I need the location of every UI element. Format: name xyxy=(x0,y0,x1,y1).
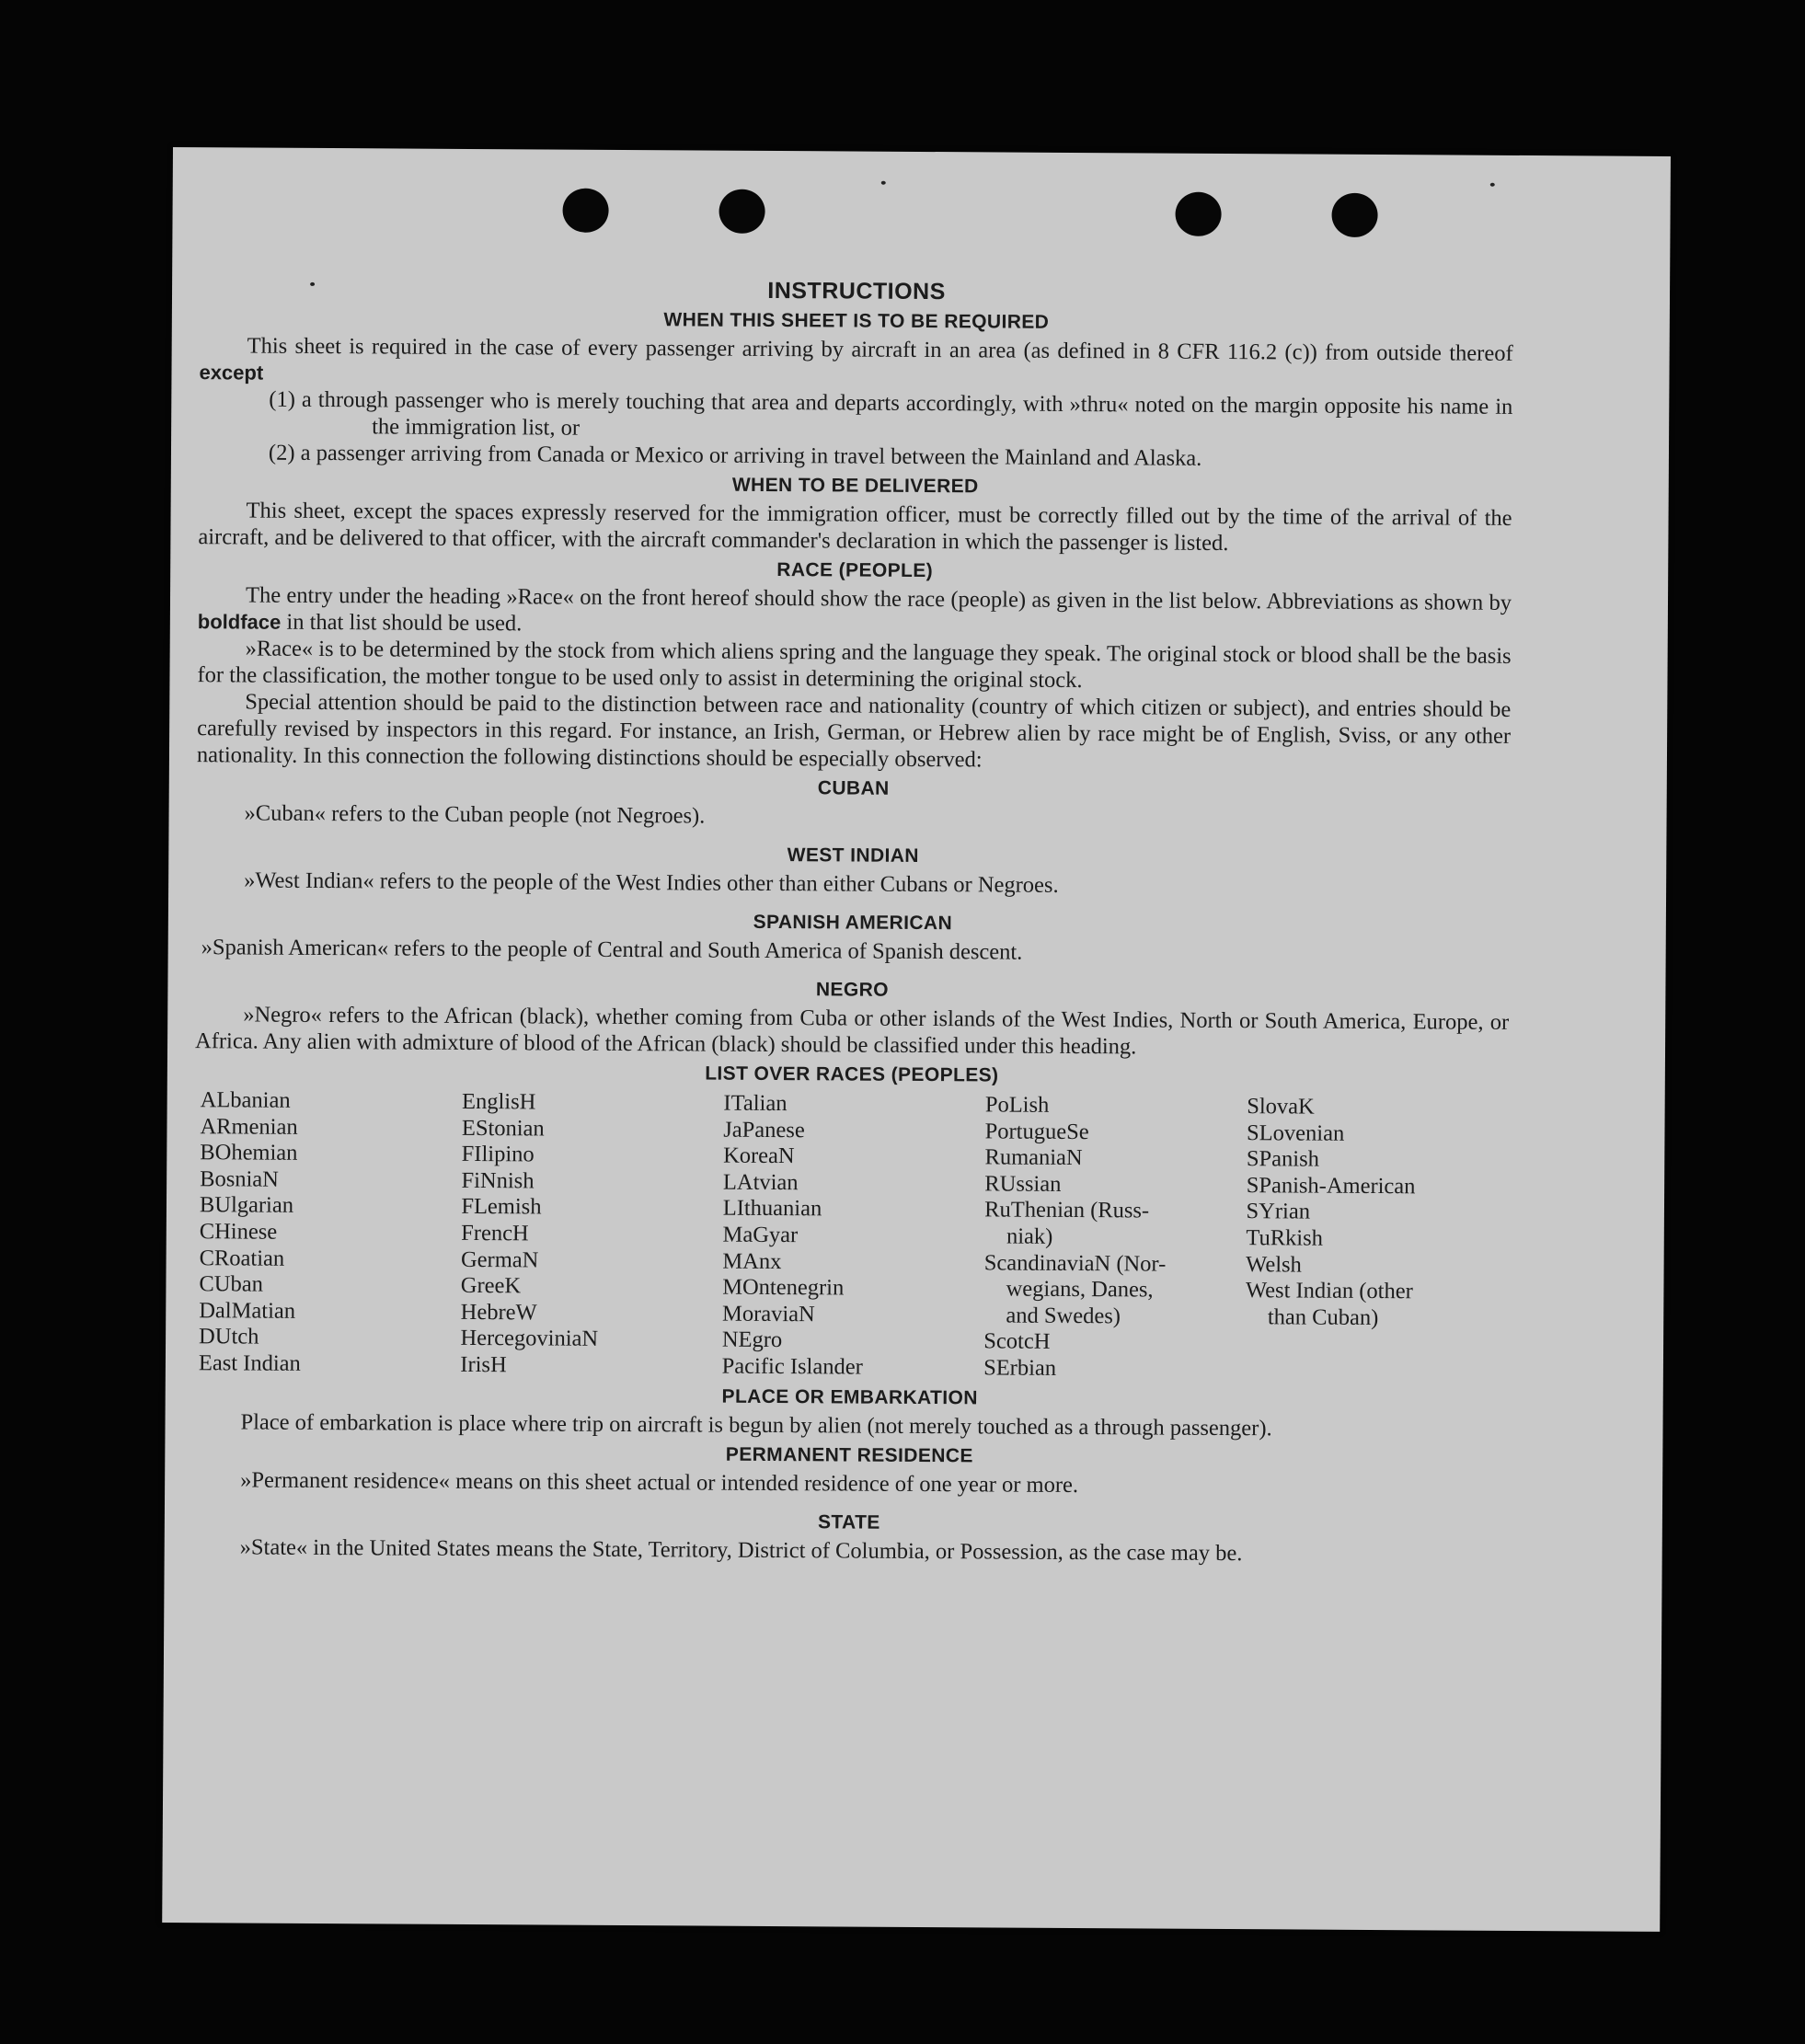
race-item: RuThenian (Russ- xyxy=(984,1197,1150,1223)
paragraph: »West Indian« refers to the people of the West Indies other than either Cubans or Negroes. xyxy=(244,867,1059,898)
document-sheet xyxy=(162,147,1671,1932)
race-column xyxy=(722,1091,985,1382)
race-item: MoraviaN xyxy=(721,1301,815,1327)
paragraph: »Spanish American« refers to the people of Central and South America of Spanish descent. xyxy=(201,935,1023,965)
race-item: BOhemian xyxy=(200,1140,298,1166)
race-column xyxy=(460,1089,723,1380)
race-column xyxy=(199,1087,462,1378)
race-item: SErbian xyxy=(983,1355,1057,1381)
list-item: (1) a through passenger who is merely touching that area and departs accordingly, with »thru« noted on the margin opposite his name in the immigration list, or xyxy=(269,386,1513,441)
race-item: LAtvian xyxy=(722,1169,799,1195)
race-item: MaGyar xyxy=(722,1222,799,1248)
section-heading: STATE xyxy=(817,1510,880,1533)
race-item: wegians, Danes, xyxy=(1006,1276,1154,1303)
race-item: IrisH xyxy=(460,1351,507,1378)
section-heading: PLACE OR EMBARKATION xyxy=(721,1385,978,1408)
paragraph: »Negro« refers to the African (black), whether coming from Cuba or other islands of the West Indies, North or South America, Europe, or Africa. Any alien with admixture of blood of the African (black) should be classified under this heading. xyxy=(194,1002,1510,1060)
race-item: GermaN xyxy=(460,1246,539,1273)
race-column xyxy=(983,1092,1247,1383)
paragraph-text: The entry under the heading »Race« on the front hereof should show the race (people) as given in the list below. Abbreviations as shown by xyxy=(245,582,1512,615)
paragraph: This sheet, except the spaces expressly reserved for the immigration officer, must be correctly filled out by the time of the arrival of the aircraft, and be delivered to that officer, with the aircraft commander's declaration in which the passenger is listed. xyxy=(198,498,1512,557)
race-item: HebreW xyxy=(460,1299,537,1326)
race-item: niak) xyxy=(1006,1223,1053,1249)
race-item: HercegoviniaN xyxy=(460,1326,599,1352)
section-heading: CUBAN xyxy=(817,777,890,799)
race-item: EnglisH xyxy=(461,1088,536,1115)
section-heading: WHEN THIS SHEET IS TO BE REQUIRED xyxy=(663,309,1050,333)
section-heading: WHEN TO BE DELIVERED xyxy=(731,474,979,498)
race-item: BUlgarian xyxy=(199,1192,294,1219)
paragraph: »State« in the United States means the State, Territory, District of Columbia, or Possession, as the case may be. xyxy=(239,1534,1243,1566)
dust-speck xyxy=(881,181,886,185)
race-item: RumaniaN xyxy=(984,1144,1083,1171)
paragraph: »Race« is to be determined by the stock from which aliens spring and the language they speak. The original stock or blood shall be the basis for the classification, the mother tongue to be used only to assist in determining the original stock. xyxy=(197,636,1512,694)
race-item: and Swedes) xyxy=(1006,1303,1121,1329)
race-item: SPanish xyxy=(1246,1146,1319,1172)
race-item: SLovenian xyxy=(1247,1120,1345,1146)
race-item: JaPanese xyxy=(723,1117,805,1143)
section-heading: RACE (PEOPLE) xyxy=(776,559,934,582)
instructions-content xyxy=(192,274,1514,1567)
punch-hole xyxy=(562,189,608,233)
race-item: CRoatian xyxy=(199,1245,285,1271)
race-column xyxy=(1245,1094,1508,1384)
race-item: DalMatian xyxy=(199,1297,296,1324)
race-item: MOntenegrin xyxy=(722,1274,845,1301)
race-list xyxy=(199,1087,1509,1384)
race-item: ScotcH xyxy=(983,1328,1051,1355)
punch-hole xyxy=(1175,192,1221,236)
race-item: CUban xyxy=(199,1271,263,1297)
race-item: NEgro xyxy=(721,1327,783,1353)
paragraph xyxy=(198,581,1512,643)
race-item: ScandinaviaN (Nor- xyxy=(983,1249,1167,1277)
dust-speck xyxy=(1490,183,1495,187)
paragraph: Special attention should be paid to the distinction between race and nationality (country of which citizen or subject), and entries should be carefully revised by inspectors in this regard. For instance, an Irish, German, or Hebrew alien by race might be of English, Sviss, or any other nationality. In this connection the following distinctions should be especially observed: xyxy=(196,689,1512,773)
paragraph: »Permanent residence« means on this sheet actual or intended residence of one year or more. xyxy=(240,1467,1079,1498)
race-item: SlovaK xyxy=(1247,1094,1315,1120)
paragraph-text: This sheet is required in the case of every passenger arriving by aircraft in an area (as defined in 8 CFR 116.2 (c)) from outside thereof xyxy=(247,333,1513,366)
paragraph: Place of embarkation is place where trip on aircraft is begun by alien (not merely touched as a through passenger). xyxy=(240,1409,1272,1441)
race-item: SYrian xyxy=(1246,1199,1311,1224)
emphasis-text: except xyxy=(199,361,264,385)
race-item: CHinese xyxy=(199,1219,278,1245)
race-item: ITalian xyxy=(723,1090,788,1117)
race-item: RUssian xyxy=(984,1171,1062,1197)
race-item: West Indian (other xyxy=(1245,1278,1413,1304)
paragraph-text: in that list should be used. xyxy=(286,609,523,637)
race-item: East Indian xyxy=(198,1350,301,1376)
section-heading: WEST INDIAN xyxy=(787,844,919,867)
race-item: TuRkish xyxy=(1246,1225,1324,1251)
section-heading: SPANISH AMERICAN xyxy=(753,911,953,935)
list-item: (2) a passenger arriving from Canada or Mexico or arriving in travel between the Mainland and Alaska. xyxy=(268,440,1202,471)
race-item: FiNnish xyxy=(461,1167,535,1194)
section-heading: LIST OVER RACES (PEOPLES) xyxy=(705,1062,999,1086)
race-item: SPanish-American xyxy=(1246,1172,1416,1200)
race-item: Pacific Islander xyxy=(721,1353,863,1380)
race-item: LIthuanian xyxy=(722,1196,822,1222)
race-item: ALbanian xyxy=(200,1087,291,1113)
race-item: MAnx xyxy=(722,1248,782,1274)
race-item: BosniaN xyxy=(200,1166,279,1192)
punch-hole xyxy=(719,189,765,234)
section-heading: PERMANENT RESIDENCE xyxy=(725,1443,973,1466)
race-item: than Cuban) xyxy=(1267,1304,1379,1330)
race-item: PoLish xyxy=(984,1092,1050,1118)
race-item: GreeK xyxy=(460,1273,522,1299)
race-item: EStonian xyxy=(461,1115,545,1142)
race-item: ARmenian xyxy=(200,1113,298,1140)
race-item: FLemish xyxy=(461,1194,542,1220)
race-item: DUtch xyxy=(199,1324,259,1349)
race-item: KoreaN xyxy=(723,1143,795,1169)
paragraph xyxy=(199,332,1512,394)
punch-hole xyxy=(1331,193,1377,237)
section-heading: NEGRO xyxy=(815,979,889,1001)
paragraph: »Cuban« refers to the Cuban people (not Negroes). xyxy=(244,800,706,829)
page-title: INSTRUCTIONS xyxy=(767,277,946,305)
emphasis-text: boldface xyxy=(197,610,282,634)
race-item: PortugueSe xyxy=(984,1119,1089,1144)
race-item: FIlipino xyxy=(461,1142,535,1167)
race-item: FrencH xyxy=(461,1220,529,1246)
race-item: Welsh xyxy=(1246,1251,1302,1278)
